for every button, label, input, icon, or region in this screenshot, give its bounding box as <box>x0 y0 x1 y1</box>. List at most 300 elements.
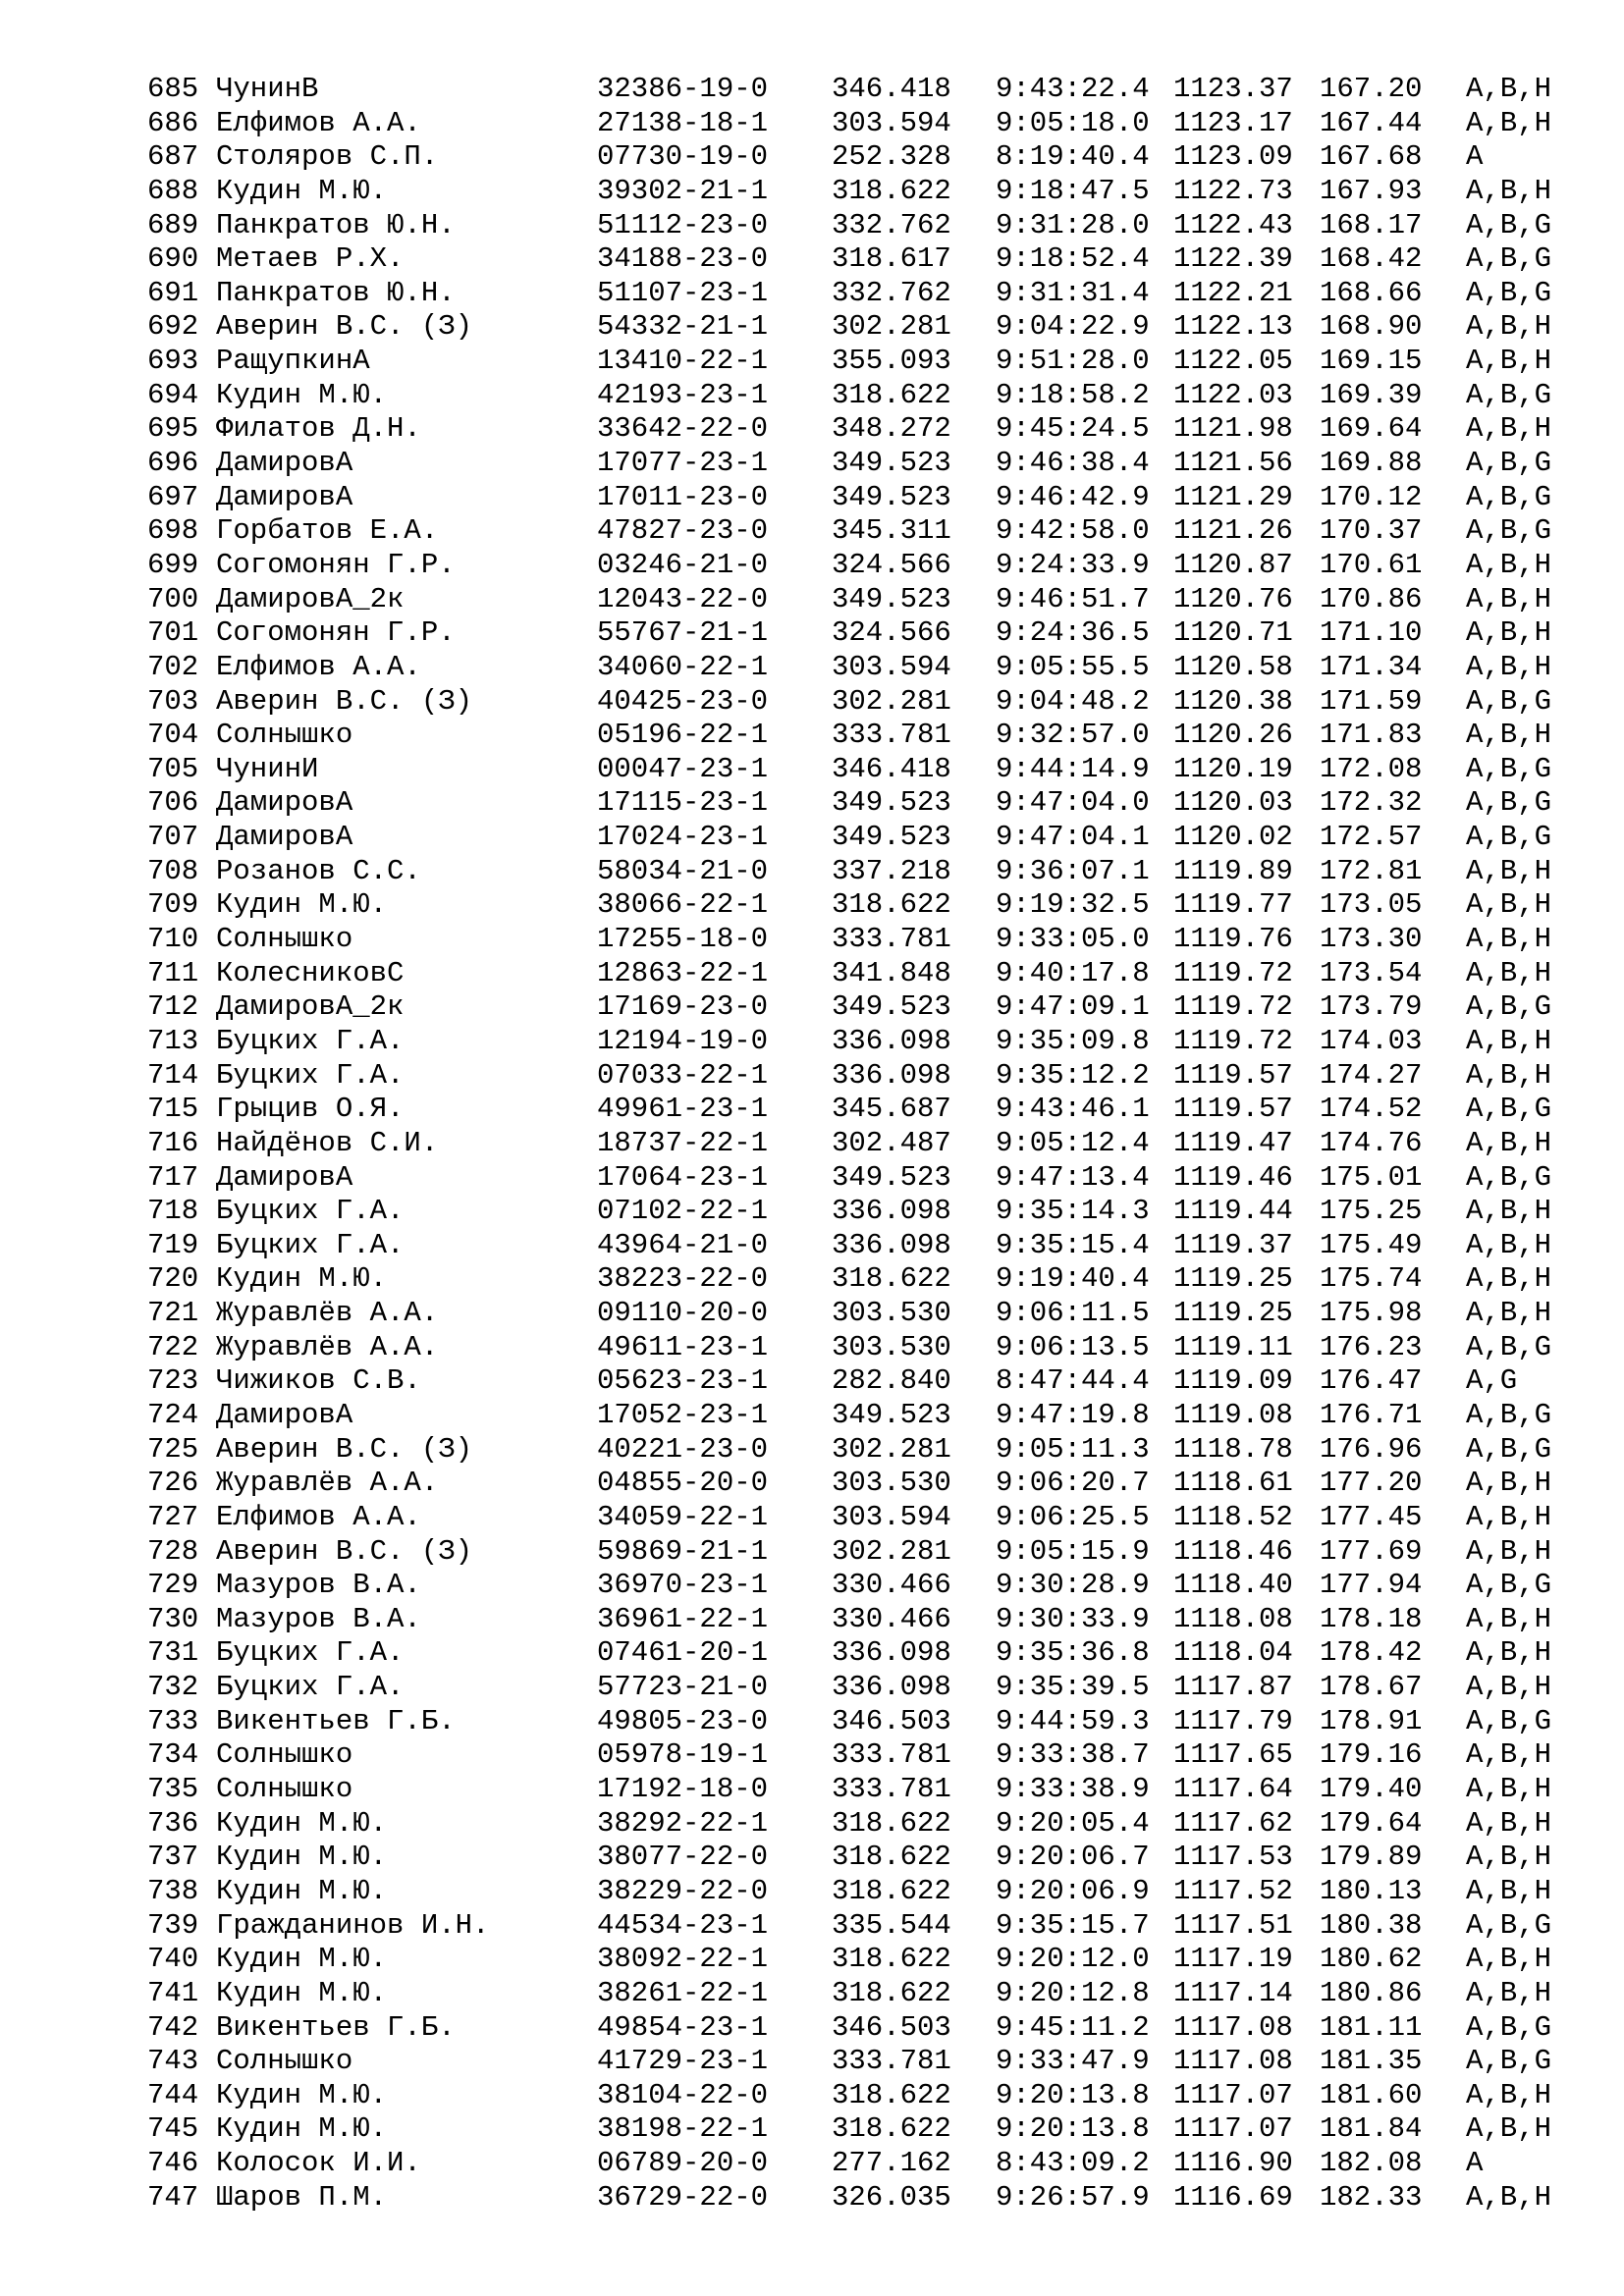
table-row <box>147 753 1571 787</box>
flags-cell: A,B,H <box>1466 923 1552 956</box>
place-number-cell: 704 <box>147 719 199 752</box>
arrival-time-cell: 9:36:07.1 <box>996 854 1150 887</box>
coefficient-cell: 168.90 <box>1320 310 1423 344</box>
distance-cell: 318.617 <box>832 242 951 276</box>
arrival-time-cell: 9:24:36.5 <box>996 616 1150 650</box>
owner-name-cell: Солнышко <box>216 1738 353 1772</box>
ring-number-cell: 51107-23-1 <box>597 276 769 309</box>
distance-cell: 336.098 <box>832 1058 951 1092</box>
flags-cell: A,B,G <box>1466 1569 1552 1602</box>
flags-cell: A,B,H <box>1466 1195 1552 1228</box>
distance-cell: 330.466 <box>832 1602 951 1635</box>
owner-name-cell: Елфимов А.А. <box>216 106 421 139</box>
distance-cell: 335.544 <box>832 1908 951 1942</box>
arrival-time-cell: 9:42:58.0 <box>996 514 1150 548</box>
owner-name-cell: Елфимов А.А. <box>216 1500 421 1533</box>
distance-cell: 333.781 <box>832 923 951 956</box>
flags-cell: A,B,H <box>1466 956 1552 989</box>
owner-name-cell: Викентьев Г.Б. <box>216 2010 456 2044</box>
flags-cell: A,B,H <box>1466 1806 1552 1840</box>
arrival-time-cell: 8:47:44.4 <box>996 1364 1150 1398</box>
ring-number-cell: 51112-23-0 <box>597 208 769 241</box>
arrival-time-cell: 9:05:55.5 <box>996 650 1150 683</box>
coefficient-cell: 172.08 <box>1320 752 1423 785</box>
coefficient-cell: 176.96 <box>1320 1432 1423 1466</box>
flags-cell: A,B,H <box>1466 582 1552 615</box>
owner-name-cell: Аверин В.С. (З) <box>216 684 473 718</box>
place-number-cell: 745 <box>147 2112 199 2146</box>
coefficient-cell: 178.18 <box>1320 1602 1423 1635</box>
arrival-time-cell: 9:19:40.4 <box>996 1262 1150 1296</box>
coefficient-cell: 174.52 <box>1320 1093 1423 1126</box>
owner-name-cell: ЧунинИ <box>216 752 319 785</box>
ring-number-cell: 17192-18-0 <box>597 1773 769 1806</box>
distance-cell: 302.281 <box>832 684 951 718</box>
table-row <box>147 923 1571 957</box>
table-row <box>147 1569 1571 1603</box>
flags-cell: A <box>1466 2147 1484 2180</box>
arrival-time-cell: 8:19:40.4 <box>996 140 1150 174</box>
arrival-time-cell: 9:20:12.0 <box>996 1943 1150 1976</box>
coefficient-cell: 178.67 <box>1320 1671 1423 1704</box>
place-number-cell: 721 <box>147 1297 199 1330</box>
table-row <box>147 957 1571 991</box>
arrival-time-cell: 9:35:15.4 <box>996 1228 1150 1261</box>
arrival-time-cell: 9:45:11.2 <box>996 2010 1150 2044</box>
distance-cell: 341.848 <box>832 956 951 989</box>
coefficient-cell: 171.10 <box>1320 616 1423 650</box>
owner-name-cell: Буцких Г.А. <box>216 1195 405 1228</box>
table-row <box>147 616 1571 651</box>
table-row <box>147 685 1571 720</box>
flags-cell: A,B,H <box>1466 2180 1552 2214</box>
coefficient-cell: 176.71 <box>1320 1398 1423 1431</box>
table-row <box>147 1738 1571 1773</box>
distance-cell: 349.523 <box>832 447 951 480</box>
arrival-time-cell: 9:20:12.8 <box>996 1976 1150 2009</box>
speed-cell: 1120.02 <box>1173 821 1293 854</box>
distance-cell: 303.530 <box>832 1297 951 1330</box>
speed-cell: 1117.65 <box>1173 1738 1293 1772</box>
place-number-cell: 697 <box>147 480 199 513</box>
speed-cell: 1122.43 <box>1173 208 1293 241</box>
place-number-cell: 716 <box>147 1126 199 1159</box>
ring-number-cell: 18737-22-1 <box>597 1126 769 1159</box>
flags-cell: A,B,G <box>1466 242 1552 276</box>
arrival-time-cell: 9:44:59.3 <box>996 1704 1150 1737</box>
arrival-time-cell: 9:06:20.7 <box>996 1467 1150 1500</box>
arrival-time-cell: 9:47:04.1 <box>996 821 1150 854</box>
flags-cell: A,B,H <box>1466 106 1552 139</box>
distance-cell: 349.523 <box>832 821 951 854</box>
place-number-cell: 740 <box>147 1943 199 1976</box>
owner-name-cell: Розанов С.С. <box>216 854 421 887</box>
distance-cell: 302.487 <box>832 1126 951 1159</box>
speed-cell: 1119.72 <box>1173 990 1293 1024</box>
ring-number-cell: 33642-22-0 <box>597 412 769 446</box>
flags-cell: A,B,H <box>1466 1671 1552 1704</box>
arrival-time-cell: 9:51:28.0 <box>996 345 1150 378</box>
speed-cell: 1117.19 <box>1173 1943 1293 1976</box>
place-number-cell: 700 <box>147 582 199 615</box>
coefficient-cell: 182.33 <box>1320 2180 1423 2214</box>
speed-cell: 1118.78 <box>1173 1432 1293 1466</box>
place-number-cell: 703 <box>147 684 199 718</box>
coefficient-cell: 173.30 <box>1320 923 1423 956</box>
arrival-time-cell: 9:32:57.0 <box>996 719 1150 752</box>
flags-cell: A,B,H <box>1466 174 1552 207</box>
arrival-time-cell: 9:33:38.7 <box>996 1738 1150 1772</box>
distance-cell: 326.035 <box>832 2180 951 2214</box>
distance-cell: 333.781 <box>832 1773 951 1806</box>
distance-cell: 303.594 <box>832 650 951 683</box>
speed-cell: 1119.89 <box>1173 854 1293 887</box>
flags-cell: A,B,G <box>1466 786 1552 820</box>
distance-cell: 333.781 <box>832 719 951 752</box>
ring-number-cell: 34059-22-1 <box>597 1500 769 1533</box>
flags-cell: A,B,H <box>1466 1024 1552 1057</box>
speed-cell: 1119.44 <box>1173 1195 1293 1228</box>
coefficient-cell: 177.20 <box>1320 1467 1423 1500</box>
ring-number-cell: 12863-22-1 <box>597 956 769 989</box>
coefficient-cell: 180.62 <box>1320 1943 1423 1976</box>
ring-number-cell: 40425-23-0 <box>597 684 769 718</box>
owner-name-cell: Буцких Г.А. <box>216 1024 405 1057</box>
flags-cell: A,B,H <box>1466 1228 1552 1261</box>
table-row <box>147 2147 1571 2181</box>
arrival-time-cell: 9:31:28.0 <box>996 208 1150 241</box>
table-row <box>147 2181 1571 2216</box>
ring-number-cell: 36961-22-1 <box>597 1602 769 1635</box>
place-number-cell: 717 <box>147 1160 199 1194</box>
place-number-cell: 741 <box>147 1976 199 2009</box>
owner-name-cell: Столяров С.П. <box>216 140 439 174</box>
place-number-cell: 714 <box>147 1058 199 1092</box>
ring-number-cell: 32386-19-0 <box>597 73 769 105</box>
table-row <box>147 2011 1571 2046</box>
table-row <box>147 140 1571 175</box>
place-number-cell: 739 <box>147 1908 199 1942</box>
coefficient-cell: 182.08 <box>1320 2147 1423 2180</box>
distance-cell: 318.622 <box>832 1976 951 2009</box>
distance-cell: 324.566 <box>832 548 951 581</box>
coefficient-cell: 168.42 <box>1320 242 1423 276</box>
arrival-time-cell: 9:04:22.9 <box>996 310 1150 344</box>
coefficient-cell: 174.76 <box>1320 1126 1423 1159</box>
table-row <box>147 1671 1571 1705</box>
distance-cell: 333.781 <box>832 2045 951 2078</box>
place-number-cell: 715 <box>147 1093 199 1126</box>
speed-cell: 1120.58 <box>1173 650 1293 683</box>
table-row <box>147 277 1571 311</box>
owner-name-cell: Елфимов А.А. <box>216 650 421 683</box>
ring-number-cell: 05978-19-1 <box>597 1738 769 1772</box>
coefficient-cell: 179.16 <box>1320 1738 1423 1772</box>
place-number-cell: 743 <box>147 2045 199 2078</box>
distance-cell: 282.840 <box>832 1364 951 1398</box>
coefficient-cell: 175.01 <box>1320 1160 1423 1194</box>
arrival-time-cell: 9:35:39.5 <box>996 1671 1150 1704</box>
table-row <box>147 855 1571 889</box>
arrival-time-cell: 9:20:05.4 <box>996 1806 1150 1840</box>
owner-name-cell: ДамировА <box>216 1160 353 1194</box>
owner-name-cell: Горбатов Е.А. <box>216 514 439 548</box>
coefficient-cell: 179.89 <box>1320 1841 1423 1874</box>
speed-cell: 1119.08 <box>1173 1398 1293 1431</box>
speed-cell: 1117.08 <box>1173 2045 1293 2078</box>
arrival-time-cell: 9:35:15.7 <box>996 1908 1150 1942</box>
ring-number-cell: 47827-23-0 <box>597 514 769 548</box>
coefficient-cell: 181.84 <box>1320 2112 1423 2146</box>
table-row <box>147 651 1571 685</box>
distance-cell: 355.093 <box>832 345 951 378</box>
place-number-cell: 694 <box>147 378 199 411</box>
place-number-cell: 718 <box>147 1195 199 1228</box>
distance-cell: 318.622 <box>832 1841 951 1874</box>
flags-cell: A,B,G <box>1466 1908 1552 1942</box>
ring-number-cell: 17077-23-1 <box>597 447 769 480</box>
ring-number-cell: 38077-22-0 <box>597 1841 769 1874</box>
speed-cell: 1118.40 <box>1173 1569 1293 1602</box>
ring-number-cell: 17169-23-0 <box>597 990 769 1024</box>
owner-name-cell: Журавлёв А.А. <box>216 1297 439 1330</box>
distance-cell: 318.622 <box>832 1262 951 1296</box>
speed-cell: 1117.87 <box>1173 1671 1293 1704</box>
table-row <box>147 1501 1571 1535</box>
place-number-cell: 706 <box>147 786 199 820</box>
flags-cell: A,B,H <box>1466 310 1552 344</box>
owner-name-cell: Буцких Г.А. <box>216 1058 405 1092</box>
arrival-time-cell: 9:20:06.9 <box>996 1874 1150 1907</box>
place-number-cell: 735 <box>147 1773 199 1806</box>
table-row <box>147 345 1571 379</box>
arrival-time-cell: 9:05:11.3 <box>996 1432 1150 1466</box>
table-row <box>147 1093 1571 1127</box>
flags-cell: A,G <box>1466 1364 1518 1398</box>
coefficient-cell: 178.91 <box>1320 1704 1423 1737</box>
ring-number-cell: 54332-21-1 <box>597 310 769 344</box>
coefficient-cell: 180.86 <box>1320 1976 1423 2009</box>
place-number-cell: 720 <box>147 1262 199 1296</box>
arrival-time-cell: 9:04:48.2 <box>996 684 1150 718</box>
distance-cell: 303.594 <box>832 106 951 139</box>
place-number-cell: 698 <box>147 514 199 548</box>
place-number-cell: 690 <box>147 242 199 276</box>
speed-cell: 1119.25 <box>1173 1297 1293 1330</box>
coefficient-cell: 173.05 <box>1320 888 1423 922</box>
flags-cell: A,B,G <box>1466 684 1552 718</box>
speed-cell: 1121.26 <box>1173 514 1293 548</box>
table-row <box>147 412 1571 447</box>
speed-cell: 1122.73 <box>1173 174 1293 207</box>
owner-name-cell: Кудин М.Ю. <box>216 1806 388 1840</box>
coefficient-cell: 172.81 <box>1320 854 1423 887</box>
flags-cell: A,B,H <box>1466 1773 1552 1806</box>
arrival-time-cell: 9:43:46.1 <box>996 1093 1150 1126</box>
arrival-time-cell: 9:06:25.5 <box>996 1500 1150 1533</box>
coefficient-cell: 175.98 <box>1320 1297 1423 1330</box>
table-row <box>147 2079 1571 2113</box>
table-row <box>147 1943 1571 1977</box>
place-number-cell: 688 <box>147 174 199 207</box>
table-row <box>147 481 1571 515</box>
owner-name-cell: Буцких Г.А. <box>216 1636 405 1670</box>
speed-cell: 1119.37 <box>1173 1228 1293 1261</box>
speed-cell: 1119.09 <box>1173 1364 1293 1398</box>
distance-cell: 349.523 <box>832 786 951 820</box>
coefficient-cell: 171.34 <box>1320 650 1423 683</box>
owner-name-cell: Солнышко <box>216 923 353 956</box>
flags-cell: A,B,G <box>1466 514 1552 548</box>
ring-number-cell: 38229-22-0 <box>597 1874 769 1907</box>
speed-cell: 1117.53 <box>1173 1841 1293 1874</box>
table-row <box>147 2045 1571 2079</box>
distance-cell: 318.622 <box>832 1874 951 1907</box>
flags-cell: A,B,H <box>1466 719 1552 752</box>
speed-cell: 1118.52 <box>1173 1500 1293 1533</box>
ring-number-cell: 17024-23-1 <box>597 821 769 854</box>
ring-number-cell: 49805-23-0 <box>597 1704 769 1737</box>
ring-number-cell: 38198-22-1 <box>597 2112 769 2146</box>
arrival-time-cell: 9:35:09.8 <box>996 1024 1150 1057</box>
place-number-cell: 685 <box>147 73 199 105</box>
owner-name-cell: Кудин М.Ю. <box>216 1841 388 1874</box>
speed-cell: 1123.17 <box>1173 106 1293 139</box>
flags-cell: A,B,H <box>1466 1943 1552 1976</box>
place-number-cell: 707 <box>147 821 199 854</box>
place-number-cell: 730 <box>147 1602 199 1635</box>
owner-name-cell: Согомонян Г.Р. <box>216 548 456 581</box>
ring-number-cell: 57723-21-0 <box>597 1671 769 1704</box>
place-number-cell: 726 <box>147 1467 199 1500</box>
flags-cell: A,B,H <box>1466 2078 1552 2111</box>
table-row <box>147 1025 1571 1059</box>
distance-cell: 252.328 <box>832 140 951 174</box>
place-number-cell: 733 <box>147 1704 199 1737</box>
ring-number-cell: 27138-18-1 <box>597 106 769 139</box>
table-row <box>147 990 1571 1025</box>
speed-cell: 1118.08 <box>1173 1602 1293 1635</box>
arrival-time-cell: 9:06:11.5 <box>996 1297 1150 1330</box>
place-number-cell: 705 <box>147 752 199 785</box>
distance-cell: 346.418 <box>832 73 951 105</box>
owner-name-cell: Аверин В.С. (З) <box>216 310 473 344</box>
arrival-time-cell: 9:47:13.4 <box>996 1160 1150 1194</box>
flags-cell: A,B,H <box>1466 1058 1552 1092</box>
speed-cell: 1116.90 <box>1173 2147 1293 2180</box>
table-row <box>147 1807 1571 1842</box>
table-row <box>147 1773 1571 1807</box>
coefficient-cell: 177.94 <box>1320 1569 1423 1602</box>
table-row <box>147 514 1571 549</box>
table-row <box>147 1229 1571 1263</box>
distance-cell: 336.098 <box>832 1636 951 1670</box>
flags-cell: A,B,G <box>1466 378 1552 411</box>
ring-number-cell: 41729-23-1 <box>597 2045 769 2078</box>
table-row <box>147 1364 1571 1399</box>
place-number-cell: 734 <box>147 1738 199 1772</box>
place-number-cell: 708 <box>147 854 199 887</box>
speed-cell: 1122.21 <box>1173 276 1293 309</box>
place-number-cell: 725 <box>147 1432 199 1466</box>
owner-name-cell: Солнышко <box>216 1773 353 1806</box>
ring-number-cell: 05623-23-1 <box>597 1364 769 1398</box>
speed-cell: 1119.72 <box>1173 956 1293 989</box>
coefficient-cell: 169.88 <box>1320 447 1423 480</box>
coefficient-cell: 171.59 <box>1320 684 1423 718</box>
distance-cell: 318.622 <box>832 2112 951 2146</box>
owner-name-cell: ДамировА <box>216 480 353 513</box>
distance-cell: 303.530 <box>832 1330 951 1363</box>
distance-cell: 349.523 <box>832 582 951 615</box>
table-row <box>147 1909 1571 1944</box>
flags-cell: A,B,H <box>1466 854 1552 887</box>
ring-number-cell: 17011-23-0 <box>597 480 769 513</box>
owner-name-cell: Буцких Г.А. <box>216 1671 405 1704</box>
ring-number-cell: 38104-22-0 <box>597 2078 769 2111</box>
distance-cell: 302.281 <box>832 310 951 344</box>
speed-cell: 1118.04 <box>1173 1636 1293 1670</box>
speed-cell: 1117.14 <box>1173 1976 1293 2009</box>
speed-cell: 1118.46 <box>1173 1534 1293 1568</box>
speed-cell: 1120.19 <box>1173 752 1293 785</box>
flags-cell: A,B,H <box>1466 1841 1552 1874</box>
owner-name-cell: Солнышко <box>216 2045 353 2078</box>
distance-cell: 318.622 <box>832 2078 951 2111</box>
place-number-cell: 711 <box>147 956 199 989</box>
distance-cell: 346.418 <box>832 752 951 785</box>
table-row <box>147 888 1571 923</box>
place-number-cell: 719 <box>147 1228 199 1261</box>
distance-cell: 345.311 <box>832 514 951 548</box>
owner-name-cell: Кудин М.Ю. <box>216 174 388 207</box>
table-row <box>147 242 1571 277</box>
arrival-time-cell: 9:33:05.0 <box>996 923 1150 956</box>
ring-number-cell: 38066-22-1 <box>597 888 769 922</box>
arrival-time-cell: 9:33:38.9 <box>996 1773 1150 1806</box>
distance-cell: 337.218 <box>832 854 951 887</box>
speed-cell: 1117.79 <box>1173 1704 1293 1737</box>
flags-cell: A,B,H <box>1466 1534 1552 1568</box>
coefficient-cell: 172.57 <box>1320 821 1423 854</box>
ring-number-cell: 07033-22-1 <box>597 1058 769 1092</box>
distance-cell: 332.762 <box>832 276 951 309</box>
owner-name-cell: Солнышко <box>216 719 353 752</box>
speed-cell: 1119.72 <box>1173 1024 1293 1057</box>
owner-name-cell: Панкратов Ю.Н. <box>216 276 456 309</box>
ring-number-cell: 38261-22-1 <box>597 1976 769 2009</box>
table-row <box>147 583 1571 617</box>
flags-cell: A,B,H <box>1466 888 1552 922</box>
place-number-cell: 746 <box>147 2147 199 2180</box>
distance-cell: 336.098 <box>832 1671 951 1704</box>
arrival-time-cell: 9:24:33.9 <box>996 548 1150 581</box>
table-row <box>147 549 1571 583</box>
arrival-time-cell: 9:45:24.5 <box>996 412 1150 446</box>
flags-cell: A,B,H <box>1466 1874 1552 1907</box>
table-row <box>147 1636 1571 1671</box>
table-row <box>147 310 1571 345</box>
distance-cell: 346.503 <box>832 2010 951 2044</box>
table-row <box>147 2112 1571 2147</box>
coefficient-cell: 167.20 <box>1320 73 1423 105</box>
place-number-cell: 702 <box>147 650 199 683</box>
owner-name-cell: Кудин М.Ю. <box>216 2112 388 2146</box>
distance-cell: 333.781 <box>832 1738 951 1772</box>
table-row <box>147 1535 1571 1570</box>
ring-number-cell: 34060-22-1 <box>597 650 769 683</box>
speed-cell: 1119.57 <box>1173 1093 1293 1126</box>
